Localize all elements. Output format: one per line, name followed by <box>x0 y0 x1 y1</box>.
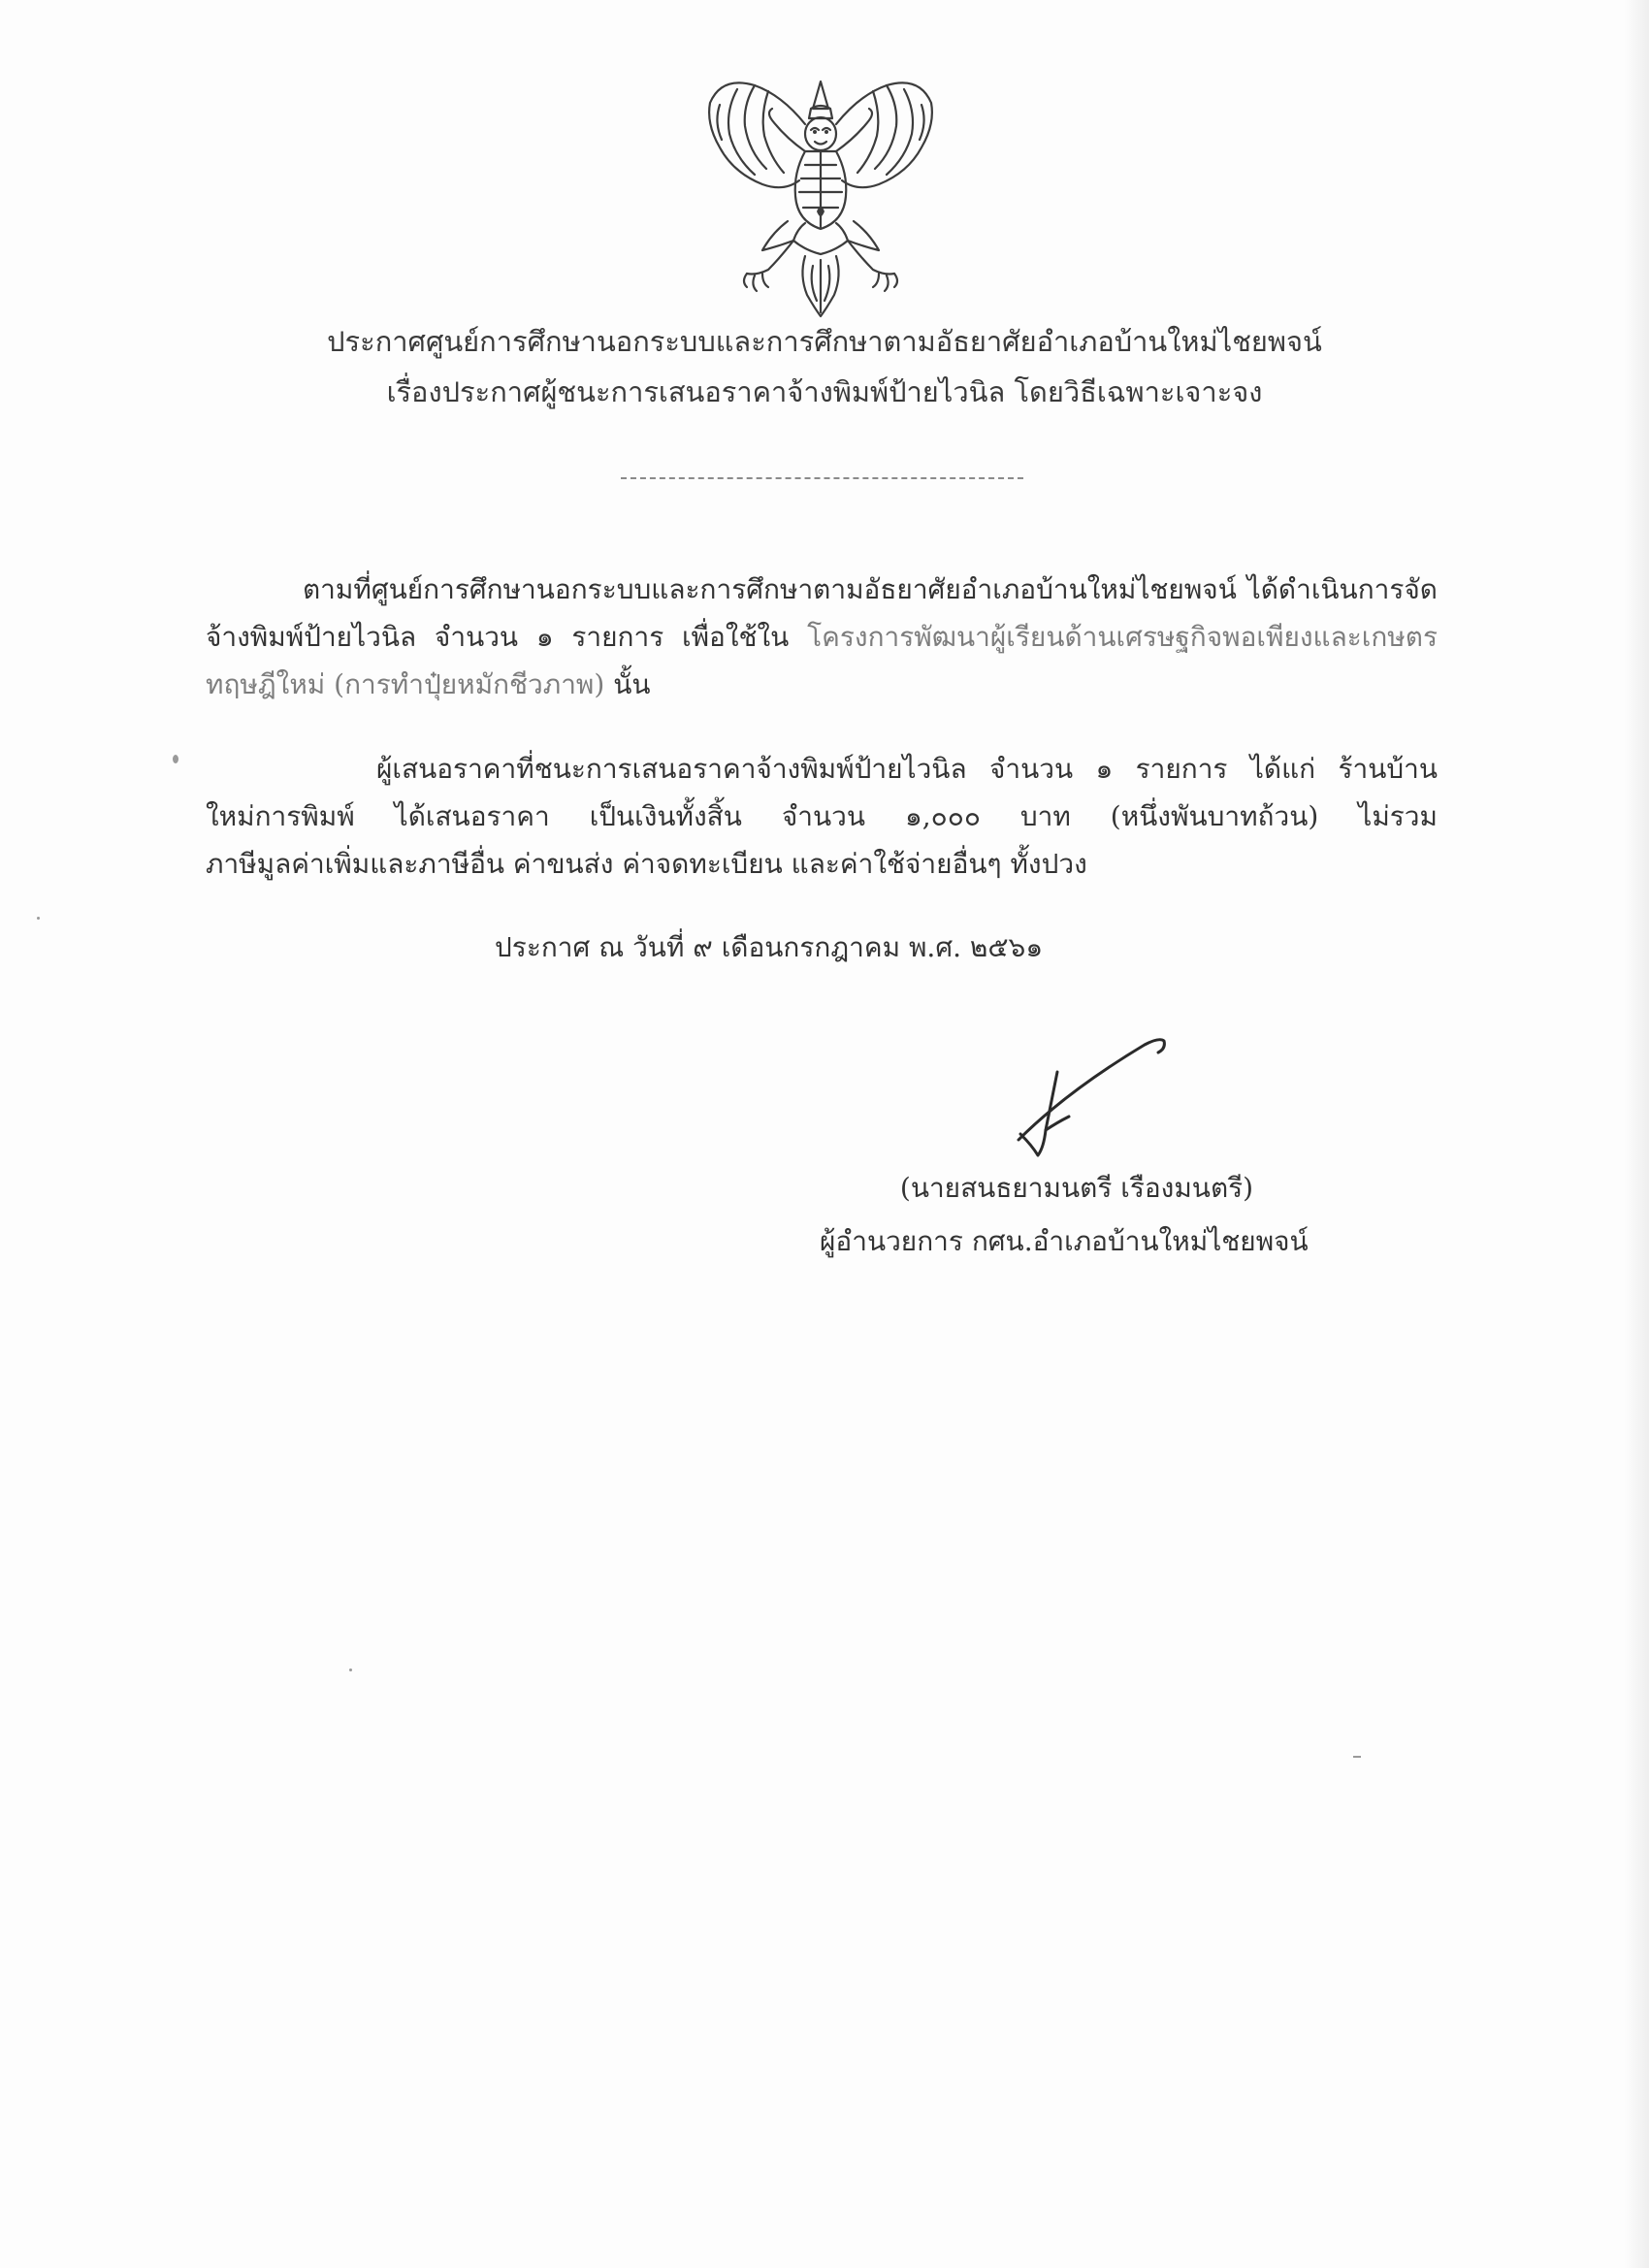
garuda-emblem-icon <box>704 76 937 320</box>
text-segment: นั้น <box>604 668 651 700</box>
document-subject: เรื่องประกาศผู้ชนะการเสนอราคาจ้างพิมพ์ป้ายไวนิล โดยวิธีเฉพาะเจาะจง <box>386 375 1263 408</box>
document-title: ประกาศศูนย์การศึกษานอกระบบและการศึกษาตามอัธยาศัยอำเภอบ้านใหม่ไชยพจน์ <box>327 325 1322 358</box>
signer-name: (นายสนธยามนตรี เรืองมนตรี) <box>899 1172 1254 1204</box>
paragraph-line: ตามที่ศูนย์การศึกษานอกระบบและการศึกษาตามอัธยาศัยอำเภอบ้านใหม่ไชยพจน์ ได้ดำเนินการจัด <box>303 573 1438 605</box>
paragraph-line <box>206 613 1438 661</box>
paragraph-line: ใหม่การพิมพ์ ได้เสนอราคา เป็นเงินทั้งสิ้น จำนวน ๑,๐๐๐ บาท (หนึ่งพันบาทถ้วน) ไม่รวม <box>206 800 1438 832</box>
paragraph-winner <box>206 745 1438 888</box>
paragraph-line: ภาษีมูลค่าเพิ่มและภาษีอื่น ค่าขนส่ง ค่าจดทะเบียน และค่าใช้จ่ายอื่นๆ ทั้งปวง <box>206 848 1087 880</box>
project-name: โครงการพัฒนาผู้เรียนด้านเศรษฐกิจพอเพียงและเกษตร <box>807 621 1438 653</box>
scan-speck <box>1353 1756 1361 1758</box>
announcement-date: ประกาศ ณ วันที่ ๙ เดือนกรกฎาคม พ.ศ. ๒๕๖๑ <box>495 931 1044 963</box>
divider-line <box>621 477 1023 479</box>
paragraph-background <box>206 566 1438 708</box>
paragraph-line: ผู้เสนอราคาที่ชนะการเสนอราคาจ้างพิมพ์ป้ายไวนิล จำนวน ๑ รายการ ได้แก่ ร้านบ้าน <box>376 753 1438 785</box>
project-name-continued: ทฤษฎีใหม่ (การทำปุ๋ยหมักชีวภาพ) <box>206 668 605 700</box>
signature-icon <box>999 1033 1179 1164</box>
scan-speck <box>173 755 178 763</box>
text-segment: จ้างพิมพ์ป้ายไวนิล จำนวน ๑ รายการ เพื่อใช้ใน <box>206 621 808 653</box>
scan-speck <box>37 917 40 920</box>
signer-position: ผู้อำนวยการ กศน.อำเภอบ้านใหม่ไชยพจน์ <box>820 1225 1309 1257</box>
scan-speck <box>349 1669 352 1671</box>
paragraph-line <box>206 661 1438 708</box>
